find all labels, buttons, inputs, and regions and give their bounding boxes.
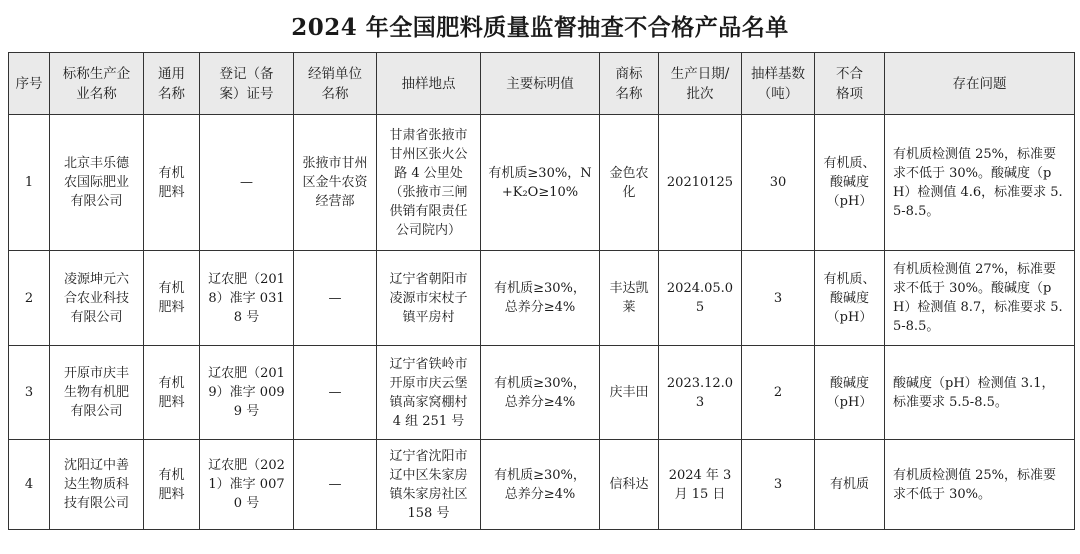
cell-distributor: —: [294, 440, 377, 530]
cell-company: 开原市庆丰生物有机肥有限公司: [50, 346, 144, 440]
cell-main-values: 有机质≥30%，总养分≥4%: [481, 346, 600, 440]
nonconforming-products-table: [8, 52, 1075, 530]
document-title: 2024 年全国肥料质量监督抽查不合格产品名单: [291, 14, 789, 41]
cell-base-tons: 3: [742, 440, 815, 530]
cell-production-date: 2024.05.05: [659, 251, 742, 346]
cell-main-values: 有机质≥30%，总养分≥4%: [481, 251, 600, 346]
column-header-common-name: 通用名称: [144, 53, 200, 115]
cell-failed-items: 有机质: [815, 440, 885, 530]
table-row: [9, 115, 1075, 251]
cell-production-date: 20210125: [659, 115, 742, 251]
cell-problem: 有机质检测值 25%，标准要求不低于 30%。: [885, 440, 1075, 530]
cell-common-name: 有机肥料: [144, 115, 200, 251]
cell-problem: 有机质检测值 27%，标准要求不低于 30%。酸碱度（pH）检测值 8.7，标准要求 5.5-8.5。: [885, 251, 1075, 346]
column-header-problem: 存在问题: [885, 53, 1075, 115]
cell-index: 3: [9, 346, 50, 440]
cell-distributor: 张掖市甘州区金牛农资经营部: [294, 115, 377, 251]
column-header-base-tons: 抽样基数（吨）: [742, 53, 815, 115]
column-header-failed-items: 不合格项: [815, 53, 885, 115]
cell-production-date: 2023.12.03: [659, 346, 742, 440]
cell-distributor: —: [294, 346, 377, 440]
cell-brand: 丰达凯莱: [600, 251, 659, 346]
column-header-production-date: 生产日期/批次: [659, 53, 742, 115]
cell-main-values: 有机质≥30%，总养分≥4%: [481, 440, 600, 530]
cell-base-tons: 2: [742, 346, 815, 440]
cell-company: 凌源坤元六合农业科技有限公司: [50, 251, 144, 346]
cell-failed-items: 酸碱度（pH）: [815, 346, 885, 440]
cell-problem: 有机质检测值 25%，标准要求不低于 30%。酸碱度（pH）检测值 4.6，标准要求 5.5-8.5。: [885, 115, 1075, 251]
cell-failed-items: 有机质、酸碱度（pH）: [815, 251, 885, 346]
cell-company: 北京丰乐德农国际肥业有限公司: [50, 115, 144, 251]
cell-brand: 信科达: [600, 440, 659, 530]
cell-index: 4: [9, 440, 50, 530]
cell-base-tons: 30: [742, 115, 815, 251]
cell-problem: 酸碱度（pH）检测值 3.1，标准要求 5.5-8.5。: [885, 346, 1075, 440]
column-header-location: 抽样地点: [377, 53, 481, 115]
column-header-brand: 商标名称: [600, 53, 659, 115]
table-row: [9, 346, 1075, 440]
cell-base-tons: 3: [742, 251, 815, 346]
cell-index: 1: [9, 115, 50, 251]
cell-registration: 辽农肥（2018）准字 0318 号: [200, 251, 294, 346]
cell-main-values: 有机质≥30%，N+K₂O≥10%: [481, 115, 600, 251]
cell-index: 2: [9, 251, 50, 346]
table-row: [9, 251, 1075, 346]
table-row: [9, 440, 1075, 530]
cell-company: 沈阳辽中善达生物质科技有限公司: [50, 440, 144, 530]
column-header-index: 序号: [9, 53, 50, 115]
cell-registration: 辽农肥（2019）准字 0099 号: [200, 346, 294, 440]
cell-location: 辽宁省朝阳市凌源市宋杖子镇平房村: [377, 251, 481, 346]
cell-production-date: 2024 年 3 月 15 日: [659, 440, 742, 530]
cell-common-name: 有机肥料: [144, 251, 200, 346]
cell-location: 辽宁省沈阳市辽中区朱家房镇朱家房社区 158 号: [377, 440, 481, 530]
column-header-registration: 登记（备案）证号: [200, 53, 294, 115]
cell-common-name: 有机肥料: [144, 346, 200, 440]
column-header-distributor: 经销单位名称: [294, 53, 377, 115]
cell-common-name: 有机肥料: [144, 440, 200, 530]
table-header-row: [9, 53, 1075, 115]
cell-brand: 庆丰田: [600, 346, 659, 440]
column-header-company: 标称生产企业名称: [50, 53, 144, 115]
cell-registration: —: [200, 115, 294, 251]
column-header-main-values: 主要标明值: [481, 53, 600, 115]
cell-location: 辽宁省铁岭市开原市庆云堡镇高家窝棚村 4 组 251 号: [377, 346, 481, 440]
cell-location: 甘肃省张掖市甘州区张火公路 4 公里处（张掖市三闸供销有限责任公司院内）: [377, 115, 481, 251]
cell-registration: 辽农肥（2021）准字 0070 号: [200, 440, 294, 530]
cell-distributor: —: [294, 251, 377, 346]
cell-brand: 金色农化: [600, 115, 659, 251]
cell-failed-items: 有机质、酸碱度（pH）: [815, 115, 885, 251]
